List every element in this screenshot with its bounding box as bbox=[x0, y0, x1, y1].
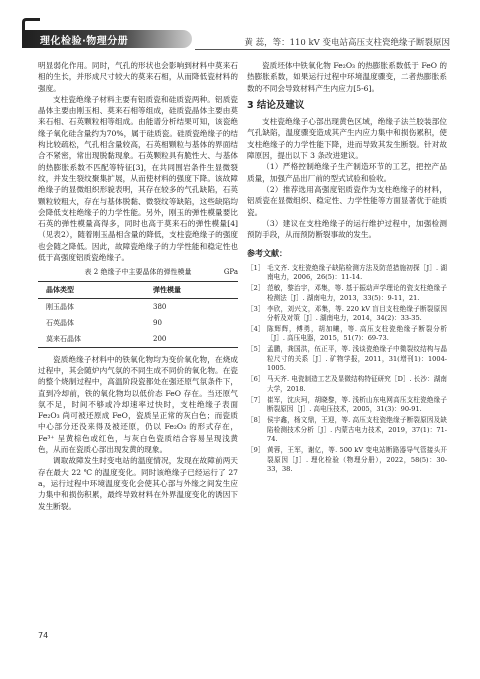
paragraph: 明显弱化作用。同时，气孔的形状也会影响到材料中莫来石相的生长，并形成尺寸较大的莫来石相，从而降低瓷材料的强度。 bbox=[38, 61, 238, 93]
reference-text: 陈辉辉，傅勇，胡加曦，等. 高压支柱瓷绝缘子断裂分析［J］. 高压电器，2015，51(7)：69-73. bbox=[267, 324, 447, 343]
reference-text: 李欣，刘兴文，邓集，等. 220 kV 盲目支柱绝缘子断裂原因分析及对策［J］. 湖南电力，2014，34(2)：33-35. bbox=[267, 304, 447, 323]
reference-item bbox=[247, 446, 447, 475]
reference-item bbox=[247, 325, 447, 344]
reference-item bbox=[247, 345, 447, 374]
reference-item bbox=[247, 264, 447, 283]
reference-number: ［5］ bbox=[247, 345, 265, 354]
reference-text: 黄蓉，王军，谢亿，等. 500 kV 变电站断路器导气管接头开裂原因［J］. 理化检验（物理分册），2022，58(5)：30-33，38. bbox=[267, 445, 447, 474]
paragraph: 瓷质绝缘子材料中的铁氧化物均为变价氧化物，在烧成过程中，其会随炉内气氛的不同生成不同价的氧化物。在瓷的整个烧制过程中，高温阶段瓷都处在强还原气氛条件下，直到冷却前，铁的氧化物均以低价态 FeO 存在。当还原气氛不足，时间不够或冷却速率过快时，支柱绝缘子表面 Fe₂O₃ 尚可被还原成 FeO，瓷质呈正常的灰白色；而瓷质中心部分还没来得及被还原，仍以 Fe₂O₃ 的形式存在，Fe³⁺ 呈黄棕色或红色，与灰白色瓷质结合容易呈现浅黄色，从而在瓷质心部出现发黄的现象。 bbox=[38, 354, 238, 455]
table-cell: 90 bbox=[152, 318, 162, 327]
table-row bbox=[38, 315, 238, 331]
reference-item bbox=[247, 416, 447, 445]
reference-number: ［7］ bbox=[247, 395, 265, 404]
table-header-cell: 晶体类型 bbox=[46, 284, 74, 294]
paragraph: 瓷质坯体中铁氧化物 Fe₂O₃ 的热膨胀系数低于 FeO 的热膨胀系数，如果运行过程中环境温度骤变，二者热膨胀系数的不同会导致材料产生内应力[5-6]。 bbox=[247, 61, 447, 93]
reference-text: 毛文齐. 支柱瓷绝缘子缺陷检测方法及防范措施初探［J］. 湖南电力，2006，26(5)：11-14. bbox=[267, 263, 447, 282]
table-2 bbox=[38, 267, 238, 347]
table-caption bbox=[38, 267, 238, 278]
reference-number: ［1］ bbox=[247, 263, 265, 272]
reference-text: 马天齐. 电瓷制造工艺及显微结构特征研究［D］. 长沙：湖南大学，2018. bbox=[267, 375, 447, 393]
reference-item bbox=[247, 396, 447, 415]
paragraph: （2）推荐选用高强度铝质瓷作为支柱绝缘子的材料，铝质瓷在显微组织、稳定性、力学性能等方面显著优于硅质瓷。 bbox=[247, 184, 447, 217]
paragraph: 支柱瓷绝缘子心部出现黄色区域，绝缘子法兰胶装部位气孔缺陷，温度骤变造成其产生内应力集中和损伤累积，使支柱绝缘子的力学性能下降，进而导致其发生断裂。针对故障原因，提出以下 3 条改进建议。 bbox=[247, 117, 447, 161]
reference-number: ［2］ bbox=[247, 284, 265, 293]
table-cell: 200 bbox=[152, 334, 167, 343]
reference-number: ［6］ bbox=[247, 375, 265, 384]
reference-item bbox=[247, 375, 447, 394]
journal-logo-text: 理化检验·物理分册 bbox=[40, 36, 129, 47]
page-number: 74 bbox=[38, 631, 49, 640]
reference-text: 崔军，沈庆珂，胡晓黎，等. 浅析山东电网高压支柱瓷绝缘子断裂原因［J］. 高电压技术，2005，31(3)：90-91. bbox=[267, 395, 447, 414]
table-row bbox=[38, 331, 238, 348]
left-column bbox=[38, 60, 238, 512]
header-rule bbox=[195, 49, 450, 50]
reference-number: ［9］ bbox=[247, 445, 265, 454]
reference-number: ［8］ bbox=[247, 415, 265, 424]
section-title: 3 结论及建议 bbox=[247, 99, 305, 111]
paragraph: 调取故障发生时变电站的温度情况，发现在故障前两天存在最大 22 ℃ 的温度变化。同时该绝缘子已经运行了 27 a，运行过程中环境温度变化会使其心部与外缘之间发生应力集中和损伤积累，最终导致材料在外界温度变化的诱因下发生断裂。 bbox=[38, 456, 238, 511]
table-cell: 石英晶体 bbox=[46, 318, 74, 327]
right-column bbox=[247, 60, 447, 476]
reference-text: 侯宇鑫，杨文鼎，王迎，等. 高压支柱瓷绝缘子断裂原因及缺陷检测技术分析［J］. 内蒙古电力技术，2019，37(1)：71-74. bbox=[267, 415, 447, 444]
references-title: 参考文献： bbox=[247, 249, 287, 259]
table-header-row bbox=[38, 281, 238, 298]
paragraph: （1）严格控制绝缘子生产制造环节的工艺，把控产品质量，加强产品出厂前的型式试验和验收。 bbox=[247, 162, 447, 183]
table-cell: 莫来石晶体 bbox=[46, 334, 81, 343]
table-cell: 刚玉晶体 bbox=[46, 302, 74, 311]
table-cell: 380 bbox=[152, 302, 167, 311]
page-header bbox=[0, 0, 480, 52]
reference-item bbox=[247, 305, 447, 324]
reference-number: ［4］ bbox=[247, 324, 265, 333]
paragraph: 支柱瓷绝缘子材料主要有铝质瓷和硅质瓷两种。铝质瓷晶体主要由刚玉相、莫来石相等组成，硅质瓷晶体主要由莫来石相、石英颗粒相等组成。由能谱分析结果可知，该瓷绝缘子氧化硅含量约为70%，属于硅质瓷。硅质瓷绝缘子的结构比较疏松，气孔相含量较高，石英相颗粒与基体的界面结合不紧密，常出现脱黏现象。石英颗粒具有脆性大、与基体的热膨胀系数不匹配等特征[3]，在共同围岩条件生显微裂纹，并发生裂纹聚集扩展，从而使材料的强度下降。该故障绝缘子的显微组织形貌表明，其存在较多的气孔缺陷，石英颗粒较粗大，存在与基体脱黏、微裂纹等缺陷，这些缺陷均会降低支柱绝缘子的力学性能。另外，刚玉的弹性模量要比石英的弹性模量高得多，同时也高于莫来石的弹性模量[4]（见表2），随着刚玉晶相含量的降低，支柱瓷绝缘子的强度也会随之降低。因此，故障瓷绝缘子的力学性能和稳定性也低于高强度铝质瓷绝缘子。 bbox=[38, 94, 238, 263]
reference-item bbox=[247, 284, 447, 303]
table-unit: GPa bbox=[223, 268, 238, 277]
reference-list bbox=[247, 264, 447, 475]
paragraph: （3）建议在支柱绝缘子的运行维护过程中，加强检测预防手段，从而预防断裂事故的发生。 bbox=[247, 218, 447, 240]
table-row bbox=[38, 298, 238, 315]
reference-text: 孟鹏，龚国洪，伍正平，等. 浅谈瓷绝缘子中微裂纹结构与晶粒尺寸的关系［J］. 矿物学报，2011，31(增刊1)：1004-1005. bbox=[267, 345, 447, 373]
running-head: 黄 蕊，等：110 kV 变电站高压支柱瓷绝缘子断裂原因 bbox=[244, 38, 450, 48]
table-caption-text: 表 2 绝缘子中主要晶体的弹性模量 bbox=[84, 268, 192, 277]
reference-number: ［3］ bbox=[247, 304, 265, 313]
reference-text: 范敏，黎治宇，邓集，等. 基于振动声学理论的瓷支柱绝缘子检测法［J］. 湖南电力，2013，33(5)：9-11，21. bbox=[267, 284, 447, 302]
table-header-cell: 弹性模量 bbox=[152, 284, 181, 294]
modulus-table bbox=[38, 281, 238, 348]
